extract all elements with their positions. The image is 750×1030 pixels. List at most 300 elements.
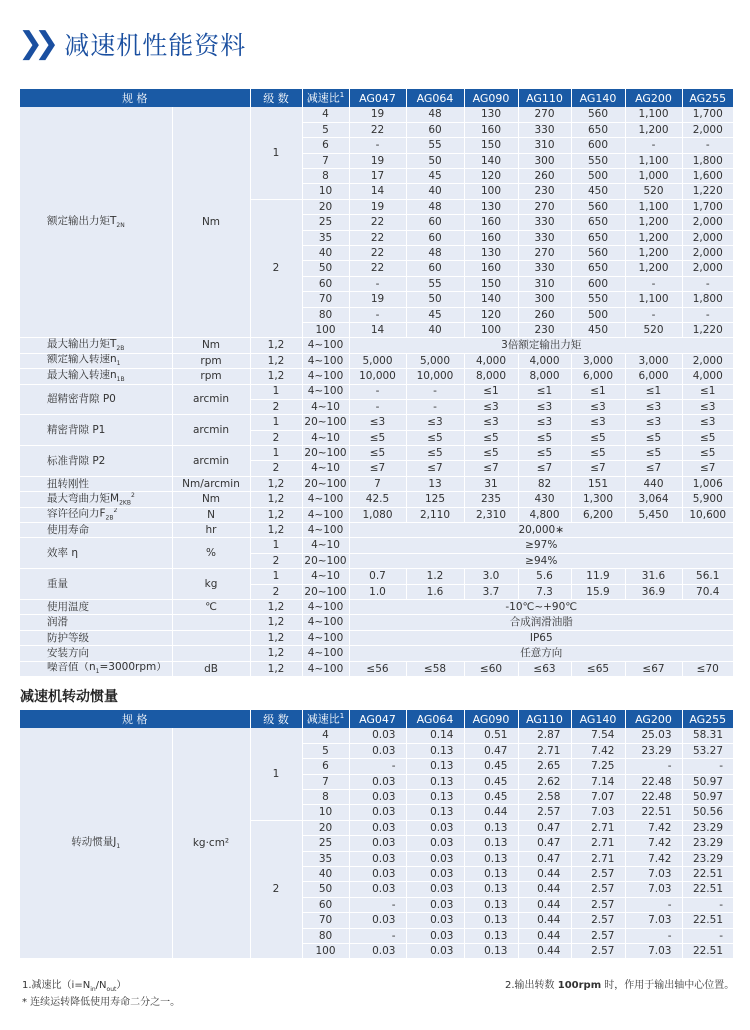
value-cell: 0.7 [349, 569, 406, 584]
page-header [18, 26, 246, 62]
col-header-ag064: AG064 [406, 710, 464, 728]
value-cell: 7.42 [625, 851, 682, 866]
value-cell: ≤5 [464, 430, 518, 445]
value-cell: - [349, 897, 406, 912]
value-cell: 1.2 [406, 569, 464, 584]
label-rated-output-torque: 额定输出力矩$T_{2N}$ [20, 107, 172, 338]
value-cell: 0.44 [518, 928, 571, 943]
value-cell: 150 [464, 138, 518, 153]
value-cell: 1,220 [682, 322, 733, 337]
table-row [20, 492, 733, 507]
value-cell: 450 [571, 184, 625, 199]
table-row [20, 107, 733, 122]
stage-cell: 1,2 [250, 369, 302, 384]
value-cell: 7 [349, 476, 406, 491]
value-cell: 0.03 [406, 943, 464, 958]
value-cell: - [349, 928, 406, 943]
ratio-cell: 4~100 [302, 353, 349, 368]
ratio-cell: 20~100 [302, 446, 349, 461]
value-cell: 2.58 [518, 790, 571, 805]
label-mounting-direction: 安装方向 [20, 646, 172, 661]
value-cell: 500 [571, 307, 625, 322]
value-cell: 1,700 [682, 107, 733, 122]
value-cell: ≤67 [625, 661, 682, 676]
double-chevron-icon: ❯❯ [18, 26, 51, 61]
ratio-cell: 70 [302, 913, 349, 928]
value-cell: 0.13 [406, 743, 464, 758]
stage-cell: 2 [250, 820, 302, 959]
value-cell: 2.57 [571, 897, 625, 912]
value-cell: 3,064 [625, 492, 682, 507]
ratio-cell: 4~100 [302, 600, 349, 615]
value-cell: ≤5 [571, 446, 625, 461]
value-cell: 0.03 [349, 743, 406, 758]
value-cell: -10℃~+90℃ [349, 600, 733, 615]
value-cell: 0.03 [349, 805, 406, 820]
value-cell: 0.44 [518, 867, 571, 882]
value-cell: 19 [349, 153, 406, 168]
value-cell: 1,200 [625, 230, 682, 245]
footnote-life: * 连续运转降低使用寿命二分之一。 [22, 997, 181, 1008]
stage-cell: 1,2 [250, 661, 302, 676]
label-torsional-rigidity: 扭转刚性 [20, 476, 172, 491]
value-cell: 0.47 [518, 836, 571, 851]
value-cell: ≤3 [518, 399, 571, 414]
value-cell: 3.0 [464, 569, 518, 584]
stage-cell: 2 [250, 584, 302, 599]
value-cell: 7.14 [571, 774, 625, 789]
ratio-cell: 10 [302, 805, 349, 820]
col-header-ag047: AG047 [349, 89, 406, 107]
value-cell: 6,000 [571, 369, 625, 384]
value-cell: ≥94% [349, 553, 733, 568]
value-cell: 7.07 [571, 790, 625, 805]
value-cell: ≤1 [464, 384, 518, 399]
value-cell: - [349, 307, 406, 322]
unit-cell: ℃ [172, 600, 250, 615]
value-cell: 160 [464, 230, 518, 245]
value-cell: 450 [571, 322, 625, 337]
value-cell: 150 [464, 276, 518, 291]
ratio-cell: 8 [302, 790, 349, 805]
value-cell: - [406, 384, 464, 399]
value-cell: 7.3 [518, 584, 571, 599]
value-cell: 0.47 [464, 743, 518, 758]
value-cell: 300 [518, 153, 571, 168]
value-cell: - [406, 399, 464, 414]
value-cell: 560 [571, 107, 625, 122]
value-cell: 650 [571, 230, 625, 245]
table-row [20, 353, 733, 368]
ratio-cell: 4~100 [302, 630, 349, 645]
inertia-table [20, 710, 733, 959]
value-cell: 7.03 [625, 867, 682, 882]
col-header-stage: 级 数 [250, 89, 302, 107]
value-cell: 45 [406, 169, 464, 184]
stage-cell: 1,2 [250, 353, 302, 368]
value-cell: 3,000 [571, 353, 625, 368]
value-cell: 2.87 [518, 728, 571, 743]
value-cell: 2.57 [571, 913, 625, 928]
ratio-cell: 7 [302, 774, 349, 789]
value-cell: 0.47 [518, 851, 571, 866]
value-cell: 10,000 [349, 369, 406, 384]
ratio-cell: 6 [302, 138, 349, 153]
value-cell: 520 [625, 184, 682, 199]
unit-cell [172, 646, 250, 661]
ratio-cell: 4 [302, 728, 349, 743]
value-cell: 50.97 [682, 790, 733, 805]
value-cell: ≤3 [349, 415, 406, 430]
value-cell: 1,300 [571, 492, 625, 507]
ratio-cell: 100 [302, 943, 349, 958]
value-cell: 0.03 [349, 790, 406, 805]
stage-cell: 1,2 [250, 615, 302, 630]
value-cell: 4,000 [682, 369, 733, 384]
inertia-table-body [20, 728, 733, 959]
label-radial-force: 容许径向力$F_{2B}^2$ [20, 507, 172, 522]
value-cell: 100 [464, 184, 518, 199]
unit-cell: hr [172, 523, 250, 538]
value-cell: - [682, 928, 733, 943]
col-header-ag047: AG047 [349, 710, 406, 728]
value-cell: ≤5 [464, 446, 518, 461]
value-cell: 15.9 [571, 584, 625, 599]
stage-cell: 2 [250, 553, 302, 568]
value-cell: 0.44 [518, 943, 571, 958]
label-noise-level: 噪音值$(n_1=3000rpm)$ [20, 661, 172, 676]
value-cell: - [682, 897, 733, 912]
value-cell: 2.71 [571, 851, 625, 866]
value-cell: 7.42 [571, 743, 625, 758]
value-cell: 0.51 [464, 728, 518, 743]
value-cell: 0.44 [518, 897, 571, 912]
table-row [20, 384, 733, 399]
stage-cell: 1,2 [250, 646, 302, 661]
value-cell: ≤5 [349, 446, 406, 461]
value-cell: ≤3 [682, 415, 733, 430]
unit-cell: N [172, 507, 250, 522]
ratio-cell: 4~10 [302, 461, 349, 476]
col-header-ag090: AG090 [464, 710, 518, 728]
ratio-cell: 20~100 [302, 584, 349, 599]
label-backlash-p0: 超精密背隙 P0 [20, 384, 172, 415]
value-cell: ≤3 [625, 415, 682, 430]
value-cell: 2.71 [571, 836, 625, 851]
unit-cell: arcmin [172, 384, 250, 415]
col-header-ratio: 减速比$^1$ [302, 710, 349, 728]
value-cell: 50 [406, 292, 464, 307]
value-cell: 0.13 [406, 759, 464, 774]
table-row [20, 538, 733, 553]
value-cell: 650 [571, 215, 625, 230]
value-cell: 17 [349, 169, 406, 184]
label-max-bending-moment: 最大弯曲力矩$M_{2KB}^2$ [20, 492, 172, 507]
value-cell: ≤7 [518, 461, 571, 476]
value-cell: 14 [349, 184, 406, 199]
stage-cell: 2 [250, 399, 302, 414]
ratio-cell: 4~10 [302, 430, 349, 445]
value-cell: 560 [571, 199, 625, 214]
value-cell: 2.71 [518, 743, 571, 758]
ratio-cell: 80 [302, 928, 349, 943]
value-cell: 2.62 [518, 774, 571, 789]
table-row [20, 369, 733, 384]
value-cell: 2.57 [518, 805, 571, 820]
table-row [20, 615, 733, 630]
ratio-cell: 10 [302, 184, 349, 199]
value-cell: 60 [406, 122, 464, 137]
stage-cell: 1 [250, 569, 302, 584]
value-cell: 235 [464, 492, 518, 507]
value-cell: 22.51 [682, 943, 733, 958]
value-cell: 0.03 [406, 851, 464, 866]
value-cell: 0.03 [349, 728, 406, 743]
value-cell: 7.42 [625, 820, 682, 835]
value-cell: 22.48 [625, 774, 682, 789]
ratio-cell: 4~100 [302, 661, 349, 676]
unit-cell [172, 615, 250, 630]
ratio-cell: 4~100 [302, 369, 349, 384]
value-cell: 任意方向 [349, 646, 733, 661]
value-cell: 22 [349, 261, 406, 276]
value-cell: 330 [518, 261, 571, 276]
value-cell: 25.03 [625, 728, 682, 743]
ratio-cell: 35 [302, 851, 349, 866]
value-cell: 22 [349, 215, 406, 230]
value-cell: 0.13 [464, 836, 518, 851]
unit-cell: dB [172, 661, 250, 676]
value-cell: 22.51 [625, 805, 682, 820]
stage-cell: 1,2 [250, 507, 302, 522]
value-cell: 0.03 [349, 913, 406, 928]
value-cell: 0.44 [518, 882, 571, 897]
value-cell: - [625, 897, 682, 912]
value-cell: ≤7 [571, 461, 625, 476]
value-cell: 1,080 [349, 507, 406, 522]
value-cell: 500 [571, 169, 625, 184]
value-cell: 7.03 [571, 805, 625, 820]
value-cell: 42.5 [349, 492, 406, 507]
stage-cell: 1 [250, 415, 302, 430]
value-cell: ≤5 [682, 446, 733, 461]
value-cell: 48 [406, 199, 464, 214]
value-cell: 4,000 [464, 353, 518, 368]
value-cell: 7.54 [571, 728, 625, 743]
ratio-cell: 4~100 [302, 338, 349, 353]
value-cell: 270 [518, 107, 571, 122]
value-cell: 7.03 [625, 943, 682, 958]
value-cell: 550 [571, 153, 625, 168]
value-cell: 0.03 [349, 851, 406, 866]
value-cell: ≤5 [406, 430, 464, 445]
ratio-cell: 80 [302, 307, 349, 322]
value-cell: ≤3 [625, 399, 682, 414]
value-cell: 0.13 [464, 882, 518, 897]
value-cell: 23.29 [682, 836, 733, 851]
value-cell: 23.29 [682, 851, 733, 866]
col-header-ag200: AG200 [625, 89, 682, 107]
ratio-cell: 4~10 [302, 538, 349, 553]
value-cell: ≤60 [464, 661, 518, 676]
value-cell: 4,000 [518, 353, 571, 368]
value-cell: 130 [464, 107, 518, 122]
value-cell: 0.44 [518, 913, 571, 928]
value-cell: 0.03 [406, 867, 464, 882]
value-cell: 0.03 [406, 897, 464, 912]
unit-cell: arcmin [172, 415, 250, 446]
stage-cell: 1,2 [250, 476, 302, 491]
ratio-cell: 50 [302, 882, 349, 897]
value-cell: 55 [406, 138, 464, 153]
ratio-cell: 4~100 [302, 492, 349, 507]
value-cell: 151 [571, 476, 625, 491]
value-cell: 4,800 [518, 507, 571, 522]
value-cell: 550 [571, 292, 625, 307]
footnote-ratio: 1.减速比$(i=N_{in}/N_{out})$ [22, 980, 127, 993]
stage-cell: 1 [250, 538, 302, 553]
value-cell: 48 [406, 246, 464, 261]
value-cell: ≤5 [518, 446, 571, 461]
value-cell: 0.44 [464, 805, 518, 820]
label-service-life: 使用寿命 [20, 523, 172, 538]
value-cell: 2,000 [682, 261, 733, 276]
value-cell: ≤3 [571, 415, 625, 430]
value-cell: 160 [464, 215, 518, 230]
unit-cell: Nm/arcmin [172, 476, 250, 491]
value-cell: 60 [406, 261, 464, 276]
ratio-cell: 8 [302, 169, 349, 184]
footnote-radial: 2.输出转数 100rpm 时，作用于输出轴中心位置。 [505, 980, 735, 991]
value-cell: 160 [464, 122, 518, 137]
ratio-cell: 60 [302, 897, 349, 912]
value-cell: ≤3 [682, 399, 733, 414]
value-cell: 0.13 [464, 897, 518, 912]
value-cell: 330 [518, 122, 571, 137]
ratio-cell: 25 [302, 215, 349, 230]
value-cell: 3倍额定输出力矩 [349, 338, 733, 353]
table-row [20, 446, 733, 461]
value-cell: - [625, 759, 682, 774]
value-cell: ≤70 [682, 661, 733, 676]
value-cell: ≤1 [682, 384, 733, 399]
table-row [20, 569, 733, 584]
value-cell: 53.27 [682, 743, 733, 758]
ratio-cell: 4~100 [302, 384, 349, 399]
col-header-ratio: 减速比$^1$ [302, 89, 349, 107]
value-cell: ≤3 [464, 415, 518, 430]
value-cell: 130 [464, 246, 518, 261]
value-cell: ≤7 [625, 461, 682, 476]
value-cell: 5,450 [625, 507, 682, 522]
value-cell: ≤7 [464, 461, 518, 476]
col-header-ag110: AG110 [518, 89, 571, 107]
value-cell: ≤7 [349, 461, 406, 476]
col-header-spec: 规 格 [20, 89, 250, 107]
col-header-ag140: AG140 [571, 89, 625, 107]
value-cell: 0.03 [406, 820, 464, 835]
value-cell: 50.97 [682, 774, 733, 789]
label-protection-class: 防护等级 [20, 630, 172, 645]
value-cell: 2.57 [571, 867, 625, 882]
value-cell: 0.13 [464, 820, 518, 835]
ratio-cell: 4~10 [302, 569, 349, 584]
col-header-ag200: AG200 [625, 710, 682, 728]
value-cell: - [682, 138, 733, 153]
value-cell: - [625, 138, 682, 153]
value-cell: 22 [349, 246, 406, 261]
value-cell: 5,000 [406, 353, 464, 368]
ratio-cell: 35 [302, 230, 349, 245]
value-cell: ≥97% [349, 538, 733, 553]
value-cell: 2.57 [571, 882, 625, 897]
value-cell: 2,000 [682, 230, 733, 245]
value-cell: 1,800 [682, 153, 733, 168]
value-cell: 1,200 [625, 215, 682, 230]
value-cell: 23.29 [682, 820, 733, 835]
value-cell: 270 [518, 199, 571, 214]
value-cell: 82 [518, 476, 571, 491]
value-cell: 5.6 [518, 569, 571, 584]
unit-cell: Nm [172, 107, 250, 338]
value-cell: 2.57 [571, 928, 625, 943]
value-cell: ≤3 [406, 415, 464, 430]
stage-cell: 2 [250, 199, 302, 338]
value-cell: 230 [518, 184, 571, 199]
value-cell: 5,000 [349, 353, 406, 368]
value-cell: - [349, 399, 406, 414]
ratio-cell: 4~100 [302, 615, 349, 630]
value-cell: ≤5 [571, 430, 625, 445]
ratio-cell: 4~10 [302, 399, 349, 414]
value-cell: 430 [518, 492, 571, 507]
value-cell: 230 [518, 322, 571, 337]
value-cell: 0.13 [406, 805, 464, 820]
stage-cell: 1,2 [250, 630, 302, 645]
label-backlash-p2: 标准背隙 P2 [20, 446, 172, 477]
table-row [20, 600, 733, 615]
value-cell: 2,310 [464, 507, 518, 522]
value-cell: ≤65 [571, 661, 625, 676]
ratio-cell: 70 [302, 292, 349, 307]
value-cell: 260 [518, 169, 571, 184]
ratio-cell: 100 [302, 322, 349, 337]
value-cell: 22.48 [625, 790, 682, 805]
ratio-cell: 4~100 [302, 507, 349, 522]
value-cell: 0.45 [464, 774, 518, 789]
value-cell: 0.45 [464, 790, 518, 805]
value-cell: 2,000 [682, 122, 733, 137]
value-cell: 0.03 [406, 836, 464, 851]
value-cell: 1,200 [625, 122, 682, 137]
stage-cell: 1 [250, 446, 302, 461]
value-cell: 3.7 [464, 584, 518, 599]
value-cell: - [625, 928, 682, 943]
value-cell: 120 [464, 307, 518, 322]
value-cell: 1.0 [349, 584, 406, 599]
ratio-cell: 4 [302, 107, 349, 122]
ratio-cell: 20 [302, 199, 349, 214]
table-row [20, 728, 733, 743]
value-cell: 0.14 [406, 728, 464, 743]
ratio-cell: 60 [302, 276, 349, 291]
value-cell: 36.9 [625, 584, 682, 599]
section-title-inertia: 减速机转动惯量 [20, 689, 118, 705]
value-cell: 1,100 [625, 153, 682, 168]
page-title: 减速机性能资料 [64, 31, 247, 60]
label-lubrication: 润滑 [20, 615, 172, 630]
value-cell: 60 [406, 230, 464, 245]
